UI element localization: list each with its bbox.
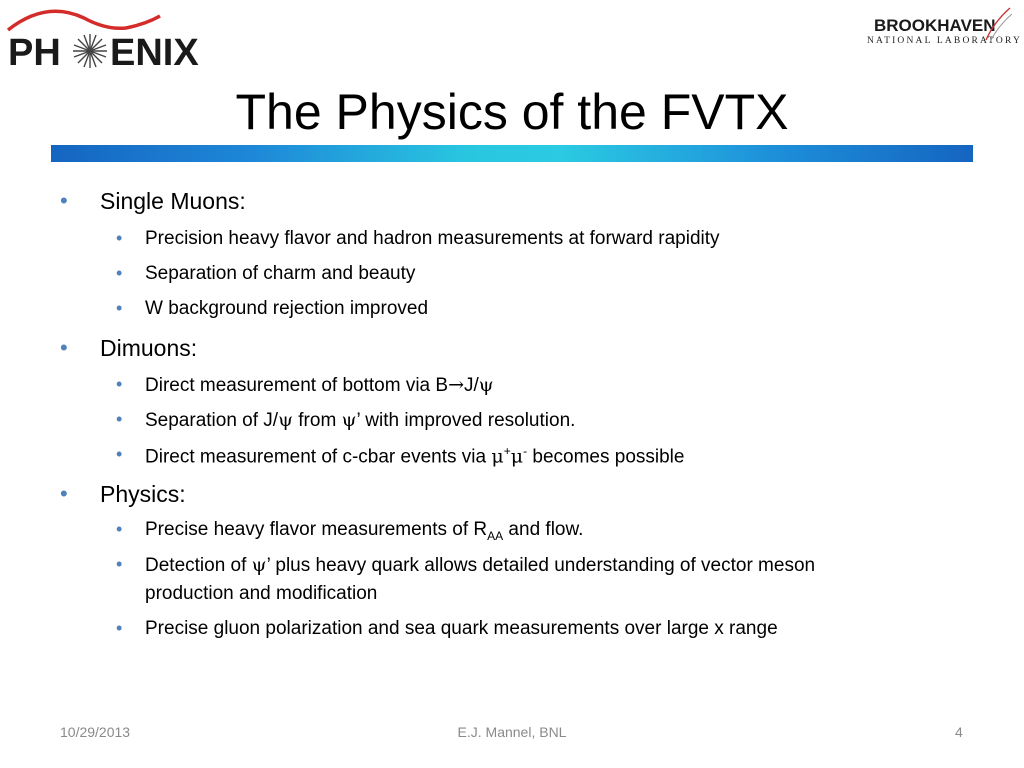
sub-bullet-w-background: W background rejection improved <box>145 298 429 319</box>
mu-symbol: μ <box>510 445 524 468</box>
footer-page-number: 4 <box>955 724 963 740</box>
footer-author: E.J. Mannel, BNL <box>457 724 567 740</box>
sub-bullet-ccbar-events: Direct measurement of c-cbar events via μ+μ- becomes possible <box>145 444 685 468</box>
sub-bullet-psi-prime-detection-continued: production and modification <box>145 583 378 604</box>
psi-symbol: ψ <box>341 409 357 431</box>
mu-symbol: μ <box>491 445 504 468</box>
bullet-icon: • <box>116 263 123 283</box>
sub-bullet-raa-flow: Precise heavy flavor measurements of $R_{AA}$ and flow. <box>145 519 584 543</box>
bullet-icon: • <box>116 519 123 539</box>
psi-symbol: ψ <box>251 554 267 576</box>
svg-text:ENIX: ENIX <box>110 32 199 72</box>
bullet-dimuons: Dimuons: <box>100 335 198 361</box>
sub-bullet-psi-prime-detection: Detection of ψ’ plus heavy quark allows detailed understanding of vector meson <box>145 554 816 576</box>
brookhaven-logo-text: BROOKHAVEN <box>874 16 996 35</box>
bullet-icon: • <box>116 618 123 638</box>
footer-date: 10/29/2013 <box>60 724 131 740</box>
bullet-single-muons: Single Muons: <box>100 188 246 214</box>
bullet-icon: • <box>60 335 68 360</box>
sub-bullet-jpsi-separation: Separation of J/ψ from ψ’ with improved resolution. <box>145 409 576 431</box>
sub-bullet-precision-heavy-flavor: Precision heavy flavor and hadron measurements at forward rapidity <box>145 228 720 249</box>
bullet-icon: • <box>116 298 123 318</box>
sub-bullet-gluon-polarization: Precise gluon polarization and sea quark measurements over large x range <box>145 618 778 639</box>
psi-symbol: ψ <box>478 374 494 396</box>
bullet-icon: • <box>116 554 123 574</box>
bullet-icon: • <box>116 374 123 394</box>
bullet-icon: • <box>116 228 123 248</box>
brookhaven-logo-subtext: NATIONAL LABORATORY <box>867 36 1023 46</box>
bullet-icon: • <box>116 409 123 429</box>
bullet-physics: Physics: <box>100 481 186 507</box>
bullet-icon: • <box>60 188 68 213</box>
bullet-icon: • <box>60 481 68 506</box>
svg-text:PH: PH <box>8 32 61 72</box>
bullet-icon: • <box>116 444 123 464</box>
psi-symbol: ψ <box>278 409 293 431</box>
arrow-symbol: → <box>448 374 464 396</box>
sub-bullet-charm-beauty: Separation of charm and beauty <box>145 263 416 284</box>
sub-bullet-bottom-measurement: Direct measurement of bottom via B→J/ψ <box>145 374 494 396</box>
slide-title: The Physics of the FVTX <box>235 84 789 140</box>
